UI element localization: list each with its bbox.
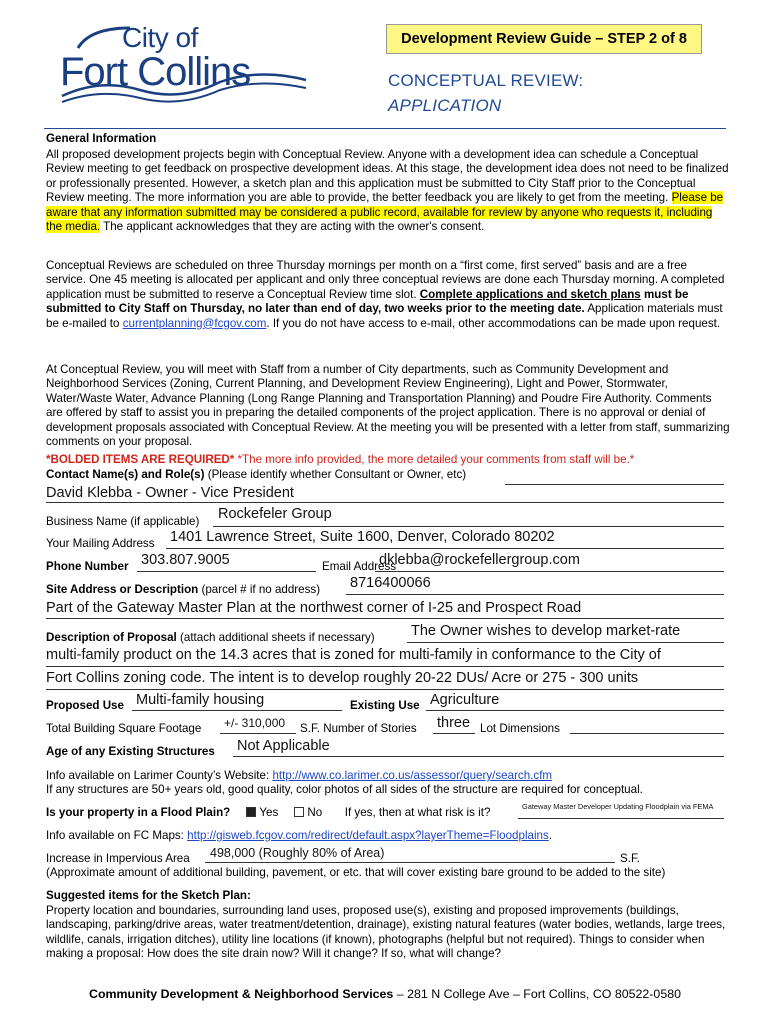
lot-line: [570, 719, 724, 734]
existing-use-label: Existing Use: [350, 699, 420, 712]
phone-value[interactable]: 303.807.9005: [141, 552, 230, 568]
site-line-2: [46, 604, 724, 619]
contact-label-row: [46, 468, 466, 481]
impervious-line: [205, 848, 615, 863]
description-label: Description of Proposal: [46, 631, 177, 644]
footer: [0, 987, 770, 1001]
phone-label: Phone Number: [46, 560, 129, 573]
description-line-1: [407, 628, 724, 643]
p1-consent-text: The applicant acknowledges that they are acting with the owner's consent.: [103, 220, 485, 234]
flood-risk-line: [518, 804, 724, 819]
flood-no-checkbox[interactable]: [294, 807, 304, 817]
site-line-1: [346, 580, 724, 595]
email-line: [375, 557, 724, 572]
page-subtitle: APPLICATION: [388, 96, 502, 115]
p3-text: At Conceptual Review, you will meet with Staff from a number of City departments, such as Community Development and Neighborhood Services (Zoning, Current Planning, and Development Review Engineering), Light and Power, Stormwater, Water/Waste Water, Advance Planning (Long Range Planning and Transportation Planning) and Poudre Fire Authority. Comments are offered by staff to assist you in preparing the detailed components of the project application. There is no approval or denial of development proposals associated with Conceptual Review. At the meeting you will be presented with a letter from staff, summarizing comments on your proposal.: [46, 363, 730, 449]
general-paragraph-1: [46, 148, 730, 234]
age-line: [233, 742, 724, 757]
required-note: [46, 453, 730, 467]
stories-value[interactable]: three: [437, 715, 471, 731]
city-logo: [60, 18, 310, 113]
divider: [44, 128, 726, 129]
description-value-1[interactable]: The Owner wishes to develop market-rate: [411, 623, 681, 639]
impervious-label: Increase in Impervious Area: [46, 852, 190, 865]
contact-value[interactable]: David Klebba - Owner - Vice President: [46, 485, 294, 501]
sqft-label: Total Building Square Footage: [46, 722, 202, 735]
flood-label: Is your property in a Flood Plain?: [46, 806, 231, 819]
footer-org: Community Development & Neighborhood Services: [89, 987, 394, 1001]
sketch-text: Property location and boundaries, surrounding land uses, proposed use(s), existing and proposed improvements (buildings, landscaping, parking/drive areas, water treatment/detention, drainage), existing natural features (water bodies, wetlands, large trees, wildlife, canals, irrigation ditches), utility line locations (if known), photographs (helpful but not required). Things to consider when making a proposal: How does the site drain now? Will it change? If so, what will change?: [46, 904, 726, 961]
larimer-text: Info available on Larimer County’s Website:: [46, 769, 270, 782]
fcmaps-link[interactable]: http://gisweb.fcgov.com/redirect/default.aspx?layerTheme=Floodplains: [187, 829, 549, 842]
contact-label: Contact Name(s) and Role(s): [46, 468, 205, 481]
flood-yes-checkbox[interactable]: [246, 807, 256, 817]
fcmaps-text: Info available on FC Maps:: [46, 829, 184, 842]
p2-bold-underlined: Complete applications and sketch plans: [419, 287, 641, 301]
required-bold-note: *BOLDED ITEMS ARE REQUIRED*: [46, 453, 235, 466]
p2-email-outro: . If you do not have access to e-mail, other accommodations can be made upon request.: [266, 316, 721, 330]
description-line-3: [46, 675, 724, 690]
sqft-value[interactable]: +/- 310,000: [224, 716, 286, 730]
sqft-line: [220, 719, 296, 734]
public-record-warning: Please be aware that any information submitted may be considered a public record, available for review by anyone who requests it, including the media.: [46, 191, 724, 234]
description-line-2: [46, 652, 724, 667]
contact-line-1: [505, 470, 724, 485]
impervious-unit: S.F.: [620, 852, 640, 865]
general-paragraph-3: [46, 363, 730, 449]
flood-no-label: No: [307, 806, 323, 819]
existing-use-value[interactable]: Agriculture: [430, 692, 500, 708]
proposed-use-label: Proposed Use: [46, 699, 124, 712]
general-heading: General Information: [46, 132, 157, 145]
lot-label: Lot Dimensions: [480, 722, 560, 735]
email-label: Email Address: [322, 560, 397, 573]
email-value[interactable]: dklebba@rockefellergroup.com: [379, 552, 580, 568]
site-label: Site Address or Description: [46, 583, 199, 596]
description-hint: (attach additional sheets if necessary): [180, 631, 375, 644]
business-line: [213, 512, 724, 527]
existing-use-line: [426, 696, 724, 711]
mailing-line: [166, 534, 724, 549]
mailing-label: Your Mailing Address: [46, 537, 155, 550]
fcmaps-info: Info available on FC Maps: http://gisweb.fcgov.com/redirect/default.aspx?layerTheme=Floodplains.: [46, 829, 553, 842]
stories-line: [433, 719, 475, 734]
p2-text: Conceptual Reviews are scheduled on three Thursday mornings per month on a “first come, first served” basis and are a free service. One 45 meeting is allocated per applicant and only three conceptual reviews are done each Thursday morning. A completed application must be submitted to reserve a Conceptual Review time slot.: [46, 259, 725, 301]
page-title: CONCEPTUAL REVIEW:: [388, 71, 584, 90]
logo-name-text: Fort Collins: [60, 50, 251, 94]
phone-line: [137, 557, 316, 572]
description-value-3[interactable]: Fort Collins zoning code. The intent is to develop roughly 20-22 DUs/ Acre or 275 - 300 units: [46, 670, 639, 686]
site-value[interactable]: 8716400066: [350, 575, 431, 591]
description-value-2[interactable]: multi-family product on the 14.3 acres that is zoned for multi-family in conformance to the City of: [46, 647, 661, 663]
flood-yes-label: Yes: [259, 806, 279, 819]
proposed-use-line: [132, 696, 342, 711]
business-label: Business Name (if applicable): [46, 515, 200, 528]
site-label-row: [46, 583, 320, 596]
required-more-note: *The more info provided, the more detailed your comments from staff will be.*: [237, 453, 635, 466]
impervious-note: (Approximate amount of additional building, pavement, or etc. that will cover existing bare ground to be added to the site): [46, 866, 666, 879]
p2-email-intro: Application materials must be e-mailed to: [46, 302, 723, 330]
impervious-value[interactable]: 498,000 (Roughly 80% of Area): [210, 846, 385, 860]
flood-risk-label: If yes, then at what risk is it?: [344, 806, 491, 819]
description-label-row: [46, 631, 375, 644]
stories-label: S.F. Number of Stories: [300, 722, 417, 735]
sketch-heading: Suggested items for the Sketch Plan:: [46, 889, 251, 902]
larimer-info: [46, 769, 730, 783]
flood-risk-value[interactable]: Gateway Master Developer Updating Floodplain via FEMA: [522, 802, 714, 811]
contact-line-2: [46, 488, 724, 503]
age-label: Age of any Existing Structures: [46, 745, 215, 758]
site-value-2[interactable]: Part of the Gateway Master Plan at the northwest corner of I-25 and Prospect Road: [46, 600, 582, 616]
business-value[interactable]: Rockefeler Group: [218, 506, 332, 522]
larimer-link[interactable]: http://www.co.larimer.co.us/assessor/query/search.cfm: [272, 769, 553, 782]
flood-row: [46, 806, 490, 819]
step-indicator: Development Review Guide – STEP 2 of 8: [386, 24, 702, 54]
logo-city-text: City of: [122, 22, 198, 53]
mailing-value[interactable]: 1401 Lawrence Street, Suite 1600, Denver, Colorado 80202: [170, 529, 555, 545]
photos-note: If any structures are 50+ years old, good quality, color photos of all sides of the structure are required for conceptual.: [46, 783, 643, 796]
footer-address: – 281 N College Ave – Fort Collins, CO 80522-0580: [393, 987, 681, 1001]
contact-hint: (Please identify whether Consultant or Owner, etc): [207, 468, 467, 481]
site-hint: (parcel # if no address): [201, 583, 321, 596]
p2-bold-deadline: must be submitted to City Staff on Thursday, no later than end of day, two weeks prior to the meeting date.: [46, 287, 689, 316]
age-value[interactable]: Not Applicable: [237, 738, 330, 754]
email-link[interactable]: currentplanning@fcgov.com: [122, 316, 267, 330]
general-paragraph-2: [46, 259, 730, 331]
proposed-use-value[interactable]: Multi-family housing: [136, 692, 265, 708]
p1-text: All proposed development projects begin with Conceptual Review. Anyone with a development idea can schedule a Conceptual Review meeting to get feedback on prospective development ideas. At this stage, the development idea does not need to be finalized or professionally presented. However, a sketch plan and this application must be submitted to City Staff prior to the Conceptual Review meeting. The more information you are able to provide, the better feedback you are likely to get from the meeting.: [46, 148, 729, 205]
